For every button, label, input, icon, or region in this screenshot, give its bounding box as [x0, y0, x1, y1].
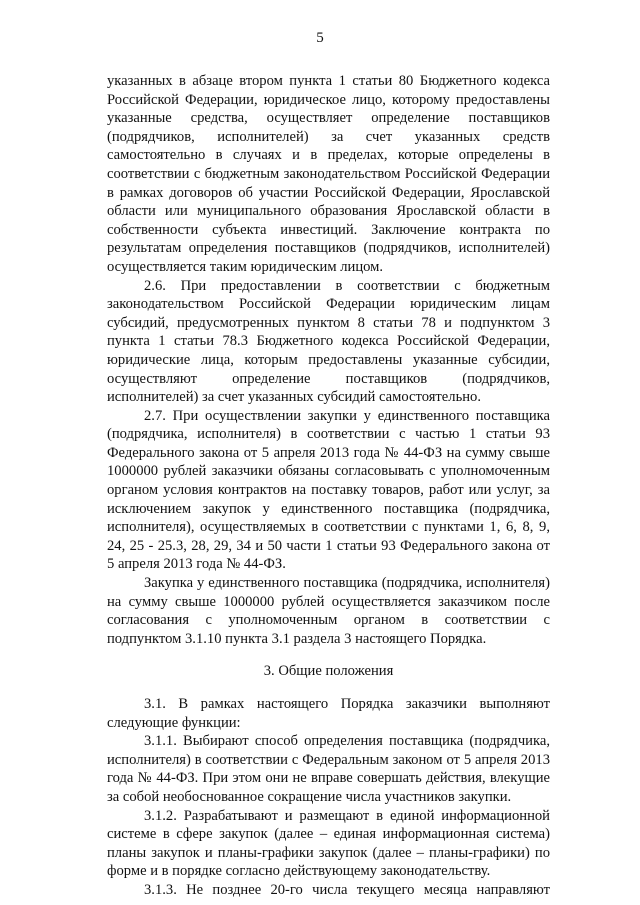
paragraph-2-5-continued: указанных в абзаце втором пункта 1 статьи 80 Бюджетного кодекса Российской Федерации, юридическое лицо, которому предоставлены указанные средства, осуществляет определение поставщиков (подрядчиков, исполнителей) за счет указанных средств самостоятельно в случаях и в пределах, которые определены в соответствии с бюджетным законодательством Российской Федерации в рамках договоров об участии Российской Федерации, Ярославской области или муниципального образования Ярославской области в собственности субъекта инвестиций. Заключение контракта по результатам определения поставщиков (подрядчиков, исполнителей) осуществляется таким юридическим лицом.	[107, 73, 550, 275]
paragraph-3-1-2: 3.1.2. Разрабатывают и размещают в единой информационной системе в сфере закупок (далее – единая информационная система) планы закупок и планы-графики закупок (далее – планы-графики) по форме и в порядке согласно действующему законодательству.	[107, 807, 550, 880]
page-number: 5	[316, 30, 324, 46]
paragraph-3-1: 3.1. В рамках настоящего Порядка заказчики выполняют следующие функции:	[107, 696, 550, 731]
paragraph-2-7-sole-supplier: Закупка у единственного поставщика (подрядчика, исполнителя) на сумму свыше 1000000 рублей осуществляется заказчиком после согласования с уполномоченным органом в соответствии с подпунктом 3.1.10 пункта 3.1 раздела 3 настоящего Порядка.	[107, 575, 550, 647]
paragraph-3-1-1: 3.1.1. Выбирают способ определения поставщика (подрядчика, исполнителя) в соответствии с Федеральным законом от 5 апреля 2013 года № 44-ФЗ. При этом они не вправе совершать действия, влекущие за собой необоснованное сокращение числа участников закупки.	[107, 733, 550, 805]
section-heading-3: 3. Общие положения	[263, 663, 394, 680]
document-body	[107, 72, 550, 900]
paragraph-2-7: 2.7. При осуществлении закупки у единственного поставщика (подрядчика, исполнителя) в соответствии с частью 1 статьи 93 Федерального закона от 5 апреля 2013 года № 44-ФЗ на сумму свыше 1000000 рублей заказчики обязаны согласовывать с уполномоченным органом условия контрактов на поставку товаров, работ или услуг, за исключением закупок у единственного поставщика (подрядчика, исполнителя), осуществляемых в соответствии с пунктами 1, 6, 8, 9, 24, 25 - 25.3, 28, 29, 34 и 50 части 1 статьи 93 Федерального закона от 5 апреля 2013 года № 44-ФЗ.	[107, 407, 550, 573]
paragraph-3-1-3: 3.1.3. Не позднее 20-го числа текущего месяца направляют	[144, 881, 550, 898]
paragraph-2-6: 2.6. При предоставлении в соответствии с бюджетным законодательством Российской Федерации юридическим лицам субсидий, предусмотренных пунктом 8 статьи 78 и подпунктом 3 пункта 1 статьи 78.3 Бюджетного кодекса Российской Федерации, юридические лица, которым предоставлены указанные субсидии, осуществляют определение поставщиков (подрядчиков, исполнителей) за счет указанных субсидий самостоятельно.	[107, 277, 550, 406]
